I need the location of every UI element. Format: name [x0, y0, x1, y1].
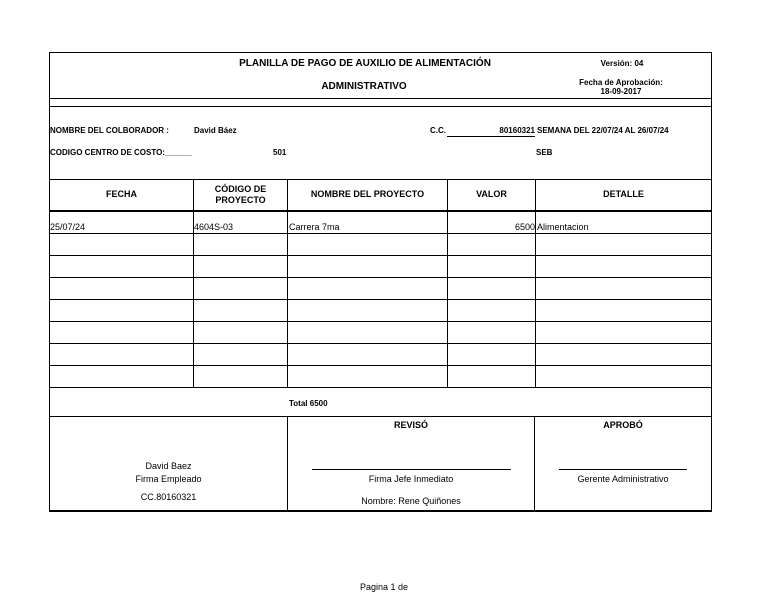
version-label: Versión: 04 — [600, 59, 644, 68]
cell-fecha: 25/07/24 — [50, 222, 86, 232]
seb-label: SEB — [536, 148, 553, 157]
employee-name: David Baez — [145, 461, 192, 471]
reviewed-label: REVISÓ — [393, 420, 428, 430]
approval-date: 18-09-2017 — [600, 87, 642, 96]
employee-role: Firma Empleado — [135, 474, 202, 484]
cell-nombre: Carrera 7ma — [289, 222, 340, 232]
cell-detalle: Alimentacion — [537, 222, 589, 232]
approver-role: Gerente Administrativo — [577, 474, 669, 484]
cost-center-value: 501 — [273, 148, 287, 157]
cell-valor: 6500 — [514, 222, 535, 232]
col-header-valor: VALOR — [476, 189, 507, 199]
cost-center-label: CODIGO CENTRO DE COSTO:______ — [50, 148, 192, 157]
cc-value: 80160321 — [499, 126, 535, 135]
cc-label: C.C. — [430, 126, 446, 135]
page-number: Pagina 1 de — [359, 582, 409, 592]
col-header-fecha: FECHA — [106, 189, 137, 199]
col-header-detalle: DETALLE — [603, 189, 644, 199]
approval-label: Fecha de Aprobación: — [579, 78, 663, 87]
col-header-nombre: NOMBRE DEL PROYECTO — [310, 189, 425, 199]
form-title: PLANILLA DE PAGO DE AUXILIO DE ALIMENTACIÓN — [239, 58, 491, 69]
cell-codigo: 4604S-03 — [194, 222, 234, 232]
collaborator-name: David Báez — [194, 126, 237, 135]
employee-cc: CC.80160321 — [140, 492, 197, 502]
approved-label: APROBÓ — [603, 420, 643, 430]
reviewer-role: Firma Jefe Inmediato — [368, 474, 454, 484]
week-range: SEMANA DEL 22/07/24 AL 26/07/24 — [537, 126, 669, 135]
col-header-codigo: CÓDIGO DE PROYECTO — [214, 184, 267, 205]
form-subtitle: ADMINISTRATIVO — [321, 81, 407, 92]
reviewer-name: Nombre: Rene Quiñones — [361, 496, 461, 506]
total-label: Total 6500 — [289, 399, 328, 408]
collaborator-label: NOMBRE DEL COLBORADOR : — [50, 126, 169, 135]
